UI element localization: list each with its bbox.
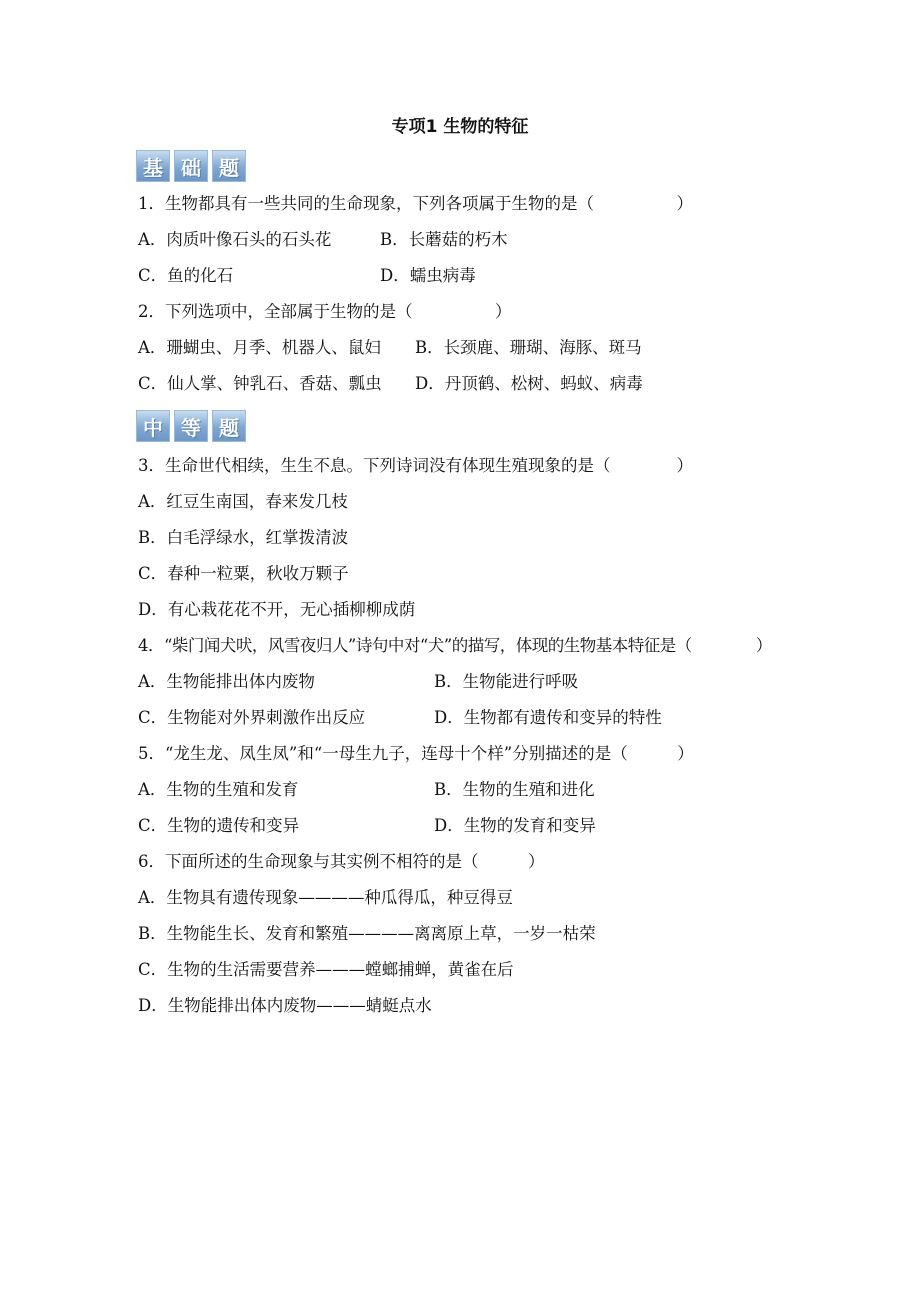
question-2-option-d: D．丹顶鹤、松树、蚂蚁、病毒 xyxy=(415,374,643,393)
question-6-option-a: A．生物具有遗传现象————种瓜得瓜，种豆得豆 xyxy=(138,888,513,907)
question-3-option-d: D．有心栽花花不开，无心插柳柳成荫 xyxy=(138,600,416,619)
question-1-option-a: A．肉质叶像石头的石头花 xyxy=(138,230,332,249)
question-5-stem: 5．“龙生龙、凤生凤”和“一母生九子，连母十个样”分别描述的是（ ） xyxy=(138,744,694,763)
badge-char: 基 xyxy=(136,150,170,182)
question-1-option-c: C．鱼的化石 xyxy=(138,266,234,285)
section-badge-basic xyxy=(136,150,246,182)
badge-char: 础 xyxy=(174,150,208,182)
question-2-option-b: B．长颈鹿、珊瑚、海豚、斑马 xyxy=(415,338,642,357)
question-5-option-a: A．生物的生殖和发育 xyxy=(138,780,299,799)
badge-char: 中 xyxy=(136,410,170,442)
section-badge-medium xyxy=(136,410,246,442)
question-2-option-a: A．珊蝴虫、月季、机器人、鼠妇 xyxy=(138,338,381,357)
badge-char: 题 xyxy=(212,410,246,442)
question-6-option-c: C．生物的生活需要营养———螳螂捕蝉，黄雀在后 xyxy=(138,960,514,979)
question-5-option-d: D．生物的发育和变异 xyxy=(434,816,596,835)
question-1-option-b: B．长蘑菇的朽木 xyxy=(380,230,508,249)
badge-char: 等 xyxy=(174,410,208,442)
question-3-option-c: C．春种一粒粟，秋收万颗子 xyxy=(138,564,349,583)
question-3-stem: 3．生命世代相续，生生不息。下列诗词没有体现生殖现象的是（ ） xyxy=(138,456,693,475)
question-4-option-a: A．生物能排出体内废物 xyxy=(138,672,315,691)
question-1-stem: 1．生物都具有一些共同的生命现象，下列各项属于生物的是（ ） xyxy=(138,194,693,213)
question-6-stem: 6．下面所述的生命现象与其实例不相符的是（ ） xyxy=(138,852,545,871)
question-3-option-b: B．白毛浮绿水，红掌拨清波 xyxy=(138,528,349,547)
badge-char: 题 xyxy=(212,150,246,182)
question-4-option-c: C．生物能对外界刺激作出反应 xyxy=(138,708,366,727)
question-2-option-c: C．仙人掌、钟乳石、香菇、瓢虫 xyxy=(138,374,382,393)
question-3-option-a: A．红豆生南国，春来发几枝 xyxy=(138,492,348,511)
question-4-option-d: D．生物都有遗传和变异的特性 xyxy=(434,708,662,727)
question-4-option-b: B．生物能进行呼吸 xyxy=(434,672,579,691)
question-6-option-d: D．生物能排出体内废物———蜻蜓点水 xyxy=(138,996,432,1015)
question-6-option-b: B．生物能生长、发育和繁殖————离离原上草，一岁一枯荣 xyxy=(138,924,596,943)
page-title: 专项1 生物的特征 xyxy=(391,117,529,137)
question-5-option-c: C．生物的遗传和变异 xyxy=(138,816,300,835)
question-5-option-b: B．生物的生殖和进化 xyxy=(434,780,595,799)
question-4-stem: 4．“柴门闻犬吠，风雪夜归人”诗句中对“犬”的描写，体现的生物基本特征是（ ） xyxy=(138,636,772,655)
question-1-option-d: D．蠕虫病毒 xyxy=(380,266,476,285)
question-2-stem: 2．下列选项中，全部属于生物的是（ ） xyxy=(138,302,512,321)
